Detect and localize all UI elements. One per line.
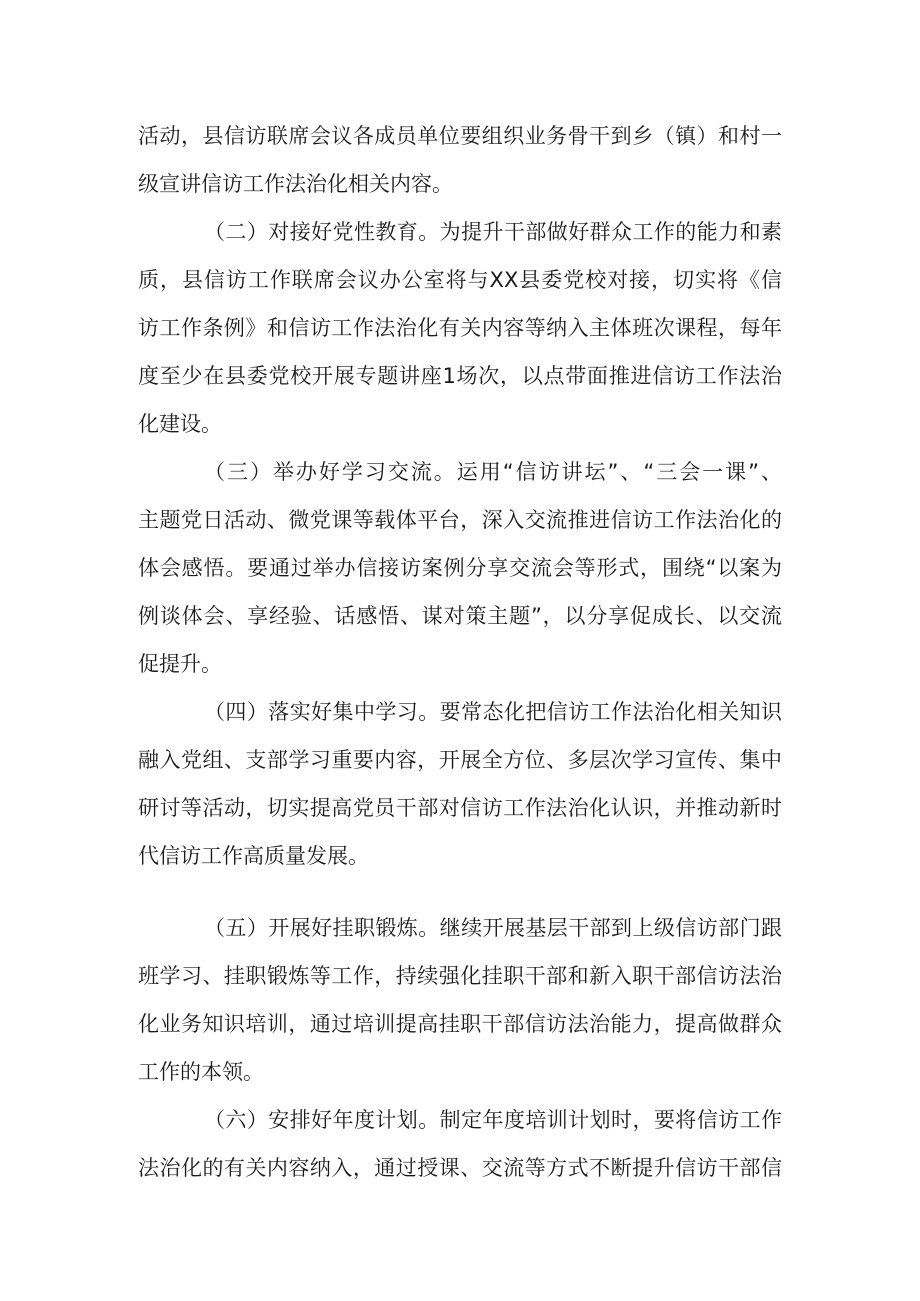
text-line: 主题党日活动、微党课等载体平台，深入交流推进信访工作法治化的 bbox=[138, 508, 782, 532]
text-line: 代信访工作高质量发展。 bbox=[138, 844, 369, 868]
text-line: 体会感悟。要通过举办信接访案例分享交流会等形式，围绕“以案为 bbox=[138, 556, 782, 580]
text-line: 质，县信访工作联席会议办公室将与XX县委党校对接，切实将《信 bbox=[138, 268, 782, 292]
text-line: 度至少在县委党校开展专题讲座1场次，以点带面推进信访工作法治 bbox=[138, 364, 782, 388]
text-line: 例谈体会、享经验、话感悟、谋对策主题”，以分享促成长、以交流 bbox=[138, 604, 782, 628]
text-line: 级宣讲信访工作法治化相关内容。 bbox=[138, 172, 453, 196]
text-line: 活动，县信访联席会议各成员单位要组织业务骨干到乡（镇）和村一 bbox=[138, 124, 782, 148]
text-line: 研讨等活动，切实提高党员干部对信访工作法治化认识，并推动新时 bbox=[138, 796, 782, 820]
text-line: 化建设。 bbox=[138, 412, 222, 436]
text-line: （五）开展好挂职锻炼。继续开展基层干部到上级信访部门跟 bbox=[204, 916, 782, 940]
text-line: 法治化的有关内容纳入，通过授课、交流等方式不断提升信访干部信 bbox=[138, 1156, 782, 1180]
text-line: （四）落实好集中学习。要常态化把信访工作法治化相关知识 bbox=[204, 700, 782, 724]
text-line: 促提升。 bbox=[138, 652, 222, 676]
text-line: 班学习、挂职锻炼等工作，持续强化挂职干部和新入职干部信访法治 bbox=[138, 964, 782, 988]
text-line: （三）举办好学习交流。运用“信访讲坛”、“三会一课”、 bbox=[204, 460, 782, 484]
text-line: 工作的本领。 bbox=[138, 1060, 264, 1084]
text-line: 访工作条例》和信访工作法治化有关内容等纳入主体班次课程，每年 bbox=[138, 316, 782, 340]
text-line: 化业务知识培训，通过培训提高挂职干部信访法治能力，提高做群众 bbox=[138, 1012, 782, 1036]
text-line: （二）对接好党性教育。为提升干部做好群众工作的能力和素 bbox=[204, 220, 782, 244]
text-line: 融入党组、支部学习重要内容，开展全方位、多层次学习宣传、集中 bbox=[138, 748, 782, 772]
text-line: （六）安排好年度计划。制定年度培训计划时，要将信访工作 bbox=[204, 1108, 782, 1132]
